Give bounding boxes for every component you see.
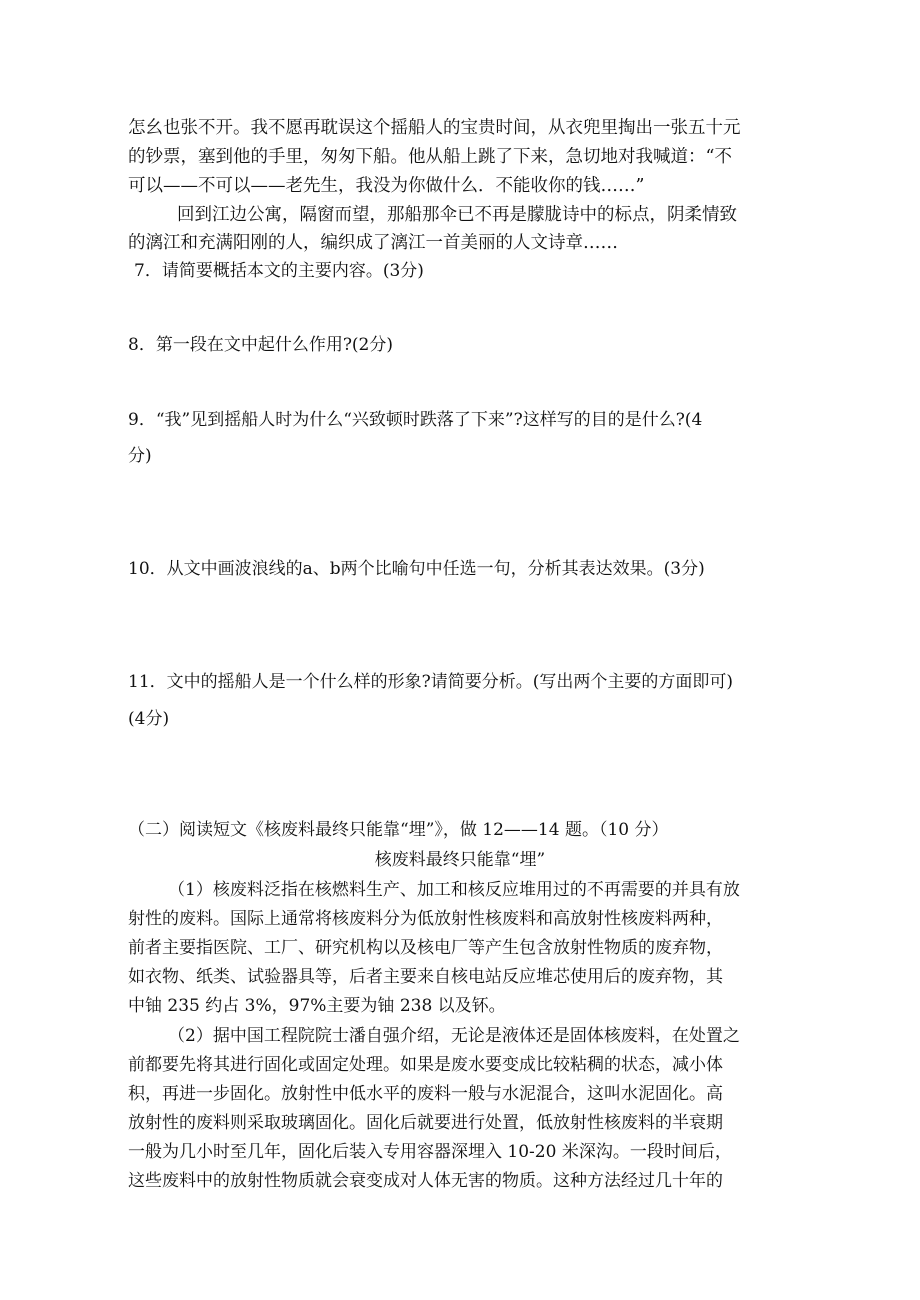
- question-8: 8．第一段在文中起什么作用?(2分): [128, 335, 394, 355]
- paragraph-line: 一般为几小时至几年，固化后装入专用容器深埋入 10-20 米深沟。一段时间后，: [128, 1142, 732, 1162]
- paragraph-line: （1）核废料泛指在核燃料生产、加工和核反应堆用过的不再需要的并具有放: [168, 880, 740, 900]
- paragraph-line: 这些废料中的放射性物质就会衰变成对人体无害的物质。这种方法经过几十年的: [128, 1171, 723, 1191]
- passage-line: 怎幺也张不开。我不愿再耽误这个摇船人的宝贵时间，从衣兜里掏出一张五十元: [128, 118, 741, 138]
- question-9-continued: 分): [128, 446, 152, 466]
- section-instruction: （二）阅读短文《核废料最终只能靠“埋”》，做 12——14 题。（10 分）: [128, 820, 669, 840]
- paragraph-line: 射性的废料。国际上通常将核废料分为低放射性核废料和高放射性核废料两种，: [128, 909, 723, 929]
- paragraph-line: 放射性的废料则采取玻璃固化。固化后就要进行处置，低放射性核废料的半衰期: [128, 1113, 723, 1133]
- paragraph-line: 如衣物、纸类、试验器具等，后者主要来自核电站反应堆芯使用后的废弃物，其: [128, 967, 723, 987]
- question-7: 7．请简要概括本文的主要内容。(3分): [134, 261, 424, 281]
- question-11-continued: (4分): [128, 709, 170, 729]
- question-9: 9．“我”见到摇船人时为什么“兴致顿时跌落了下来”?这样写的目的是什么?(4: [128, 410, 703, 430]
- article-title: 核废料最终只能靠“埋”: [374, 850, 546, 870]
- paragraph-line: 前都要先将其进行固化或固定处理。如果是废水要变成比较粘稠的状态，减小体: [128, 1055, 723, 1075]
- passage-line: 的钞票，塞到他的手里，匆匆下船。他从船上跳了下来，急切地对我喊道：“不: [128, 147, 732, 167]
- passage-line: 可以——不可以——老先生，我没为你做什么．不能收你的钱……”: [128, 176, 645, 196]
- question-11: 11．文中的摇船人是一个什么样的形象?请简要分析。(写出两个主要的方面即可): [128, 672, 734, 692]
- paragraph-line: 中铀 235 约占 3%，97%主要为铀 238 以及钚。: [128, 996, 506, 1016]
- question-10: 10．从文中画波浪线的a、b两个比喻句中任选一句，分析其表达效果。(3分): [128, 559, 705, 579]
- passage-line: 的漓江和充满阳刚的人，编织成了漓江一首美丽的人文诗章……: [128, 233, 618, 253]
- paragraph-line: （2）据中国工程院院士潘自强介绍，无论是液体还是固体核废料，在处置之: [168, 1026, 740, 1046]
- paragraph-line: 前者主要指医院、工厂、研究机构以及核电厂等产生包含放射性物质的废弃物，: [128, 938, 723, 958]
- passage-line: 回到江边公寓，隔窗而望，那船那伞已不再是朦胧诗中的标点，阴柔情致: [177, 205, 737, 225]
- paragraph-line: 积，再进一步固化。放射性中低水平的废料一般与水泥混合，这叫水泥固化。高: [128, 1084, 723, 1104]
